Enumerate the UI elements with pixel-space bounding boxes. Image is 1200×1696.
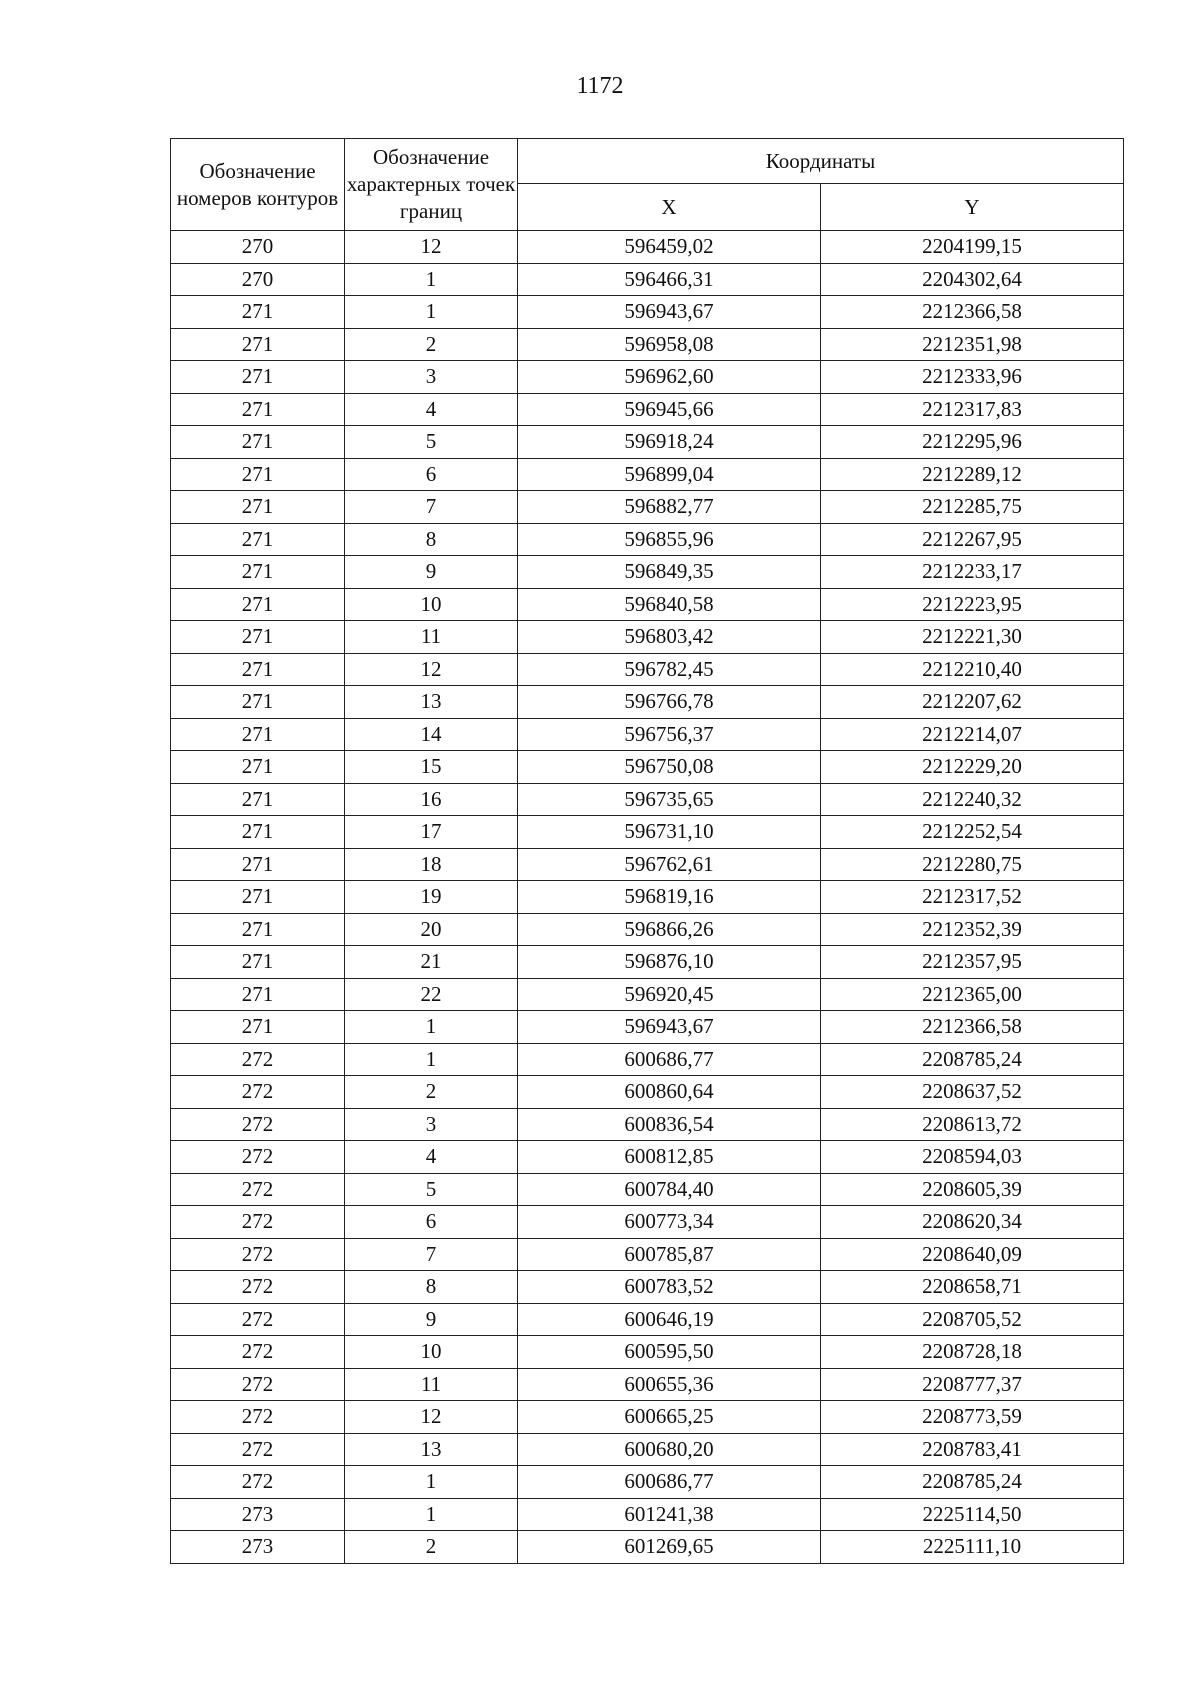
y-coordinate-cell: 2212207,62 — [821, 686, 1124, 719]
table-row — [171, 231, 1124, 264]
x-coordinate-cell: 596962,60 — [518, 361, 821, 394]
contour-number-cell: 271 — [171, 881, 345, 914]
table-row — [171, 1368, 1124, 1401]
y-coordinate-cell: 2212365,00 — [821, 978, 1124, 1011]
table-row — [171, 523, 1124, 556]
contour-number-cell: 271 — [171, 458, 345, 491]
point-number-cell: 4 — [345, 393, 518, 426]
point-number-cell: 21 — [345, 946, 518, 979]
header-coordinates: Координаты — [518, 139, 1124, 184]
x-coordinate-cell: 600836,54 — [518, 1108, 821, 1141]
x-coordinate-cell: 596920,45 — [518, 978, 821, 1011]
contour-number-cell: 272 — [171, 1043, 345, 1076]
x-coordinate-cell: 596750,08 — [518, 751, 821, 784]
contour-number-cell: 272 — [171, 1238, 345, 1271]
table-row — [171, 686, 1124, 719]
y-coordinate-cell: 2212317,52 — [821, 881, 1124, 914]
table-row — [171, 328, 1124, 361]
point-number-cell: 5 — [345, 1173, 518, 1206]
x-coordinate-cell: 596819,16 — [518, 881, 821, 914]
y-coordinate-cell: 2212229,20 — [821, 751, 1124, 784]
contour-number-cell: 270 — [171, 263, 345, 296]
table-row — [171, 881, 1124, 914]
y-coordinate-cell: 2212366,58 — [821, 296, 1124, 329]
x-coordinate-cell: 601241,38 — [518, 1498, 821, 1531]
x-coordinate-cell: 600686,77 — [518, 1043, 821, 1076]
header-boundary-points: Обозначение характерных точек границ — [345, 139, 518, 231]
contour-number-cell: 272 — [171, 1303, 345, 1336]
x-coordinate-cell: 596735,65 — [518, 783, 821, 816]
table-row — [171, 718, 1124, 751]
table-row — [171, 1336, 1124, 1369]
header-y: Y — [821, 184, 1124, 231]
contour-number-cell: 272 — [171, 1271, 345, 1304]
table-row — [171, 491, 1124, 524]
point-number-cell: 22 — [345, 978, 518, 1011]
y-coordinate-cell: 2208728,18 — [821, 1336, 1124, 1369]
contour-number-cell: 272 — [171, 1433, 345, 1466]
x-coordinate-cell: 600665,25 — [518, 1401, 821, 1434]
point-number-cell: 1 — [345, 296, 518, 329]
point-number-cell: 7 — [345, 491, 518, 524]
table-row — [171, 393, 1124, 426]
y-coordinate-cell: 2212214,07 — [821, 718, 1124, 751]
point-number-cell: 8 — [345, 1271, 518, 1304]
point-number-cell: 15 — [345, 751, 518, 784]
point-number-cell: 1 — [345, 1466, 518, 1499]
contour-number-cell: 271 — [171, 783, 345, 816]
point-number-cell: 19 — [345, 881, 518, 914]
x-coordinate-cell: 596945,66 — [518, 393, 821, 426]
point-number-cell: 1 — [345, 263, 518, 296]
contour-number-cell: 272 — [171, 1368, 345, 1401]
contour-number-cell: 271 — [171, 556, 345, 589]
point-number-cell: 6 — [345, 458, 518, 491]
contour-number-cell: 271 — [171, 588, 345, 621]
point-number-cell: 9 — [345, 1303, 518, 1336]
y-coordinate-cell: 2208594,03 — [821, 1141, 1124, 1174]
y-coordinate-cell: 2212366,58 — [821, 1011, 1124, 1044]
table-row — [171, 751, 1124, 784]
contour-number-cell: 272 — [171, 1336, 345, 1369]
table-header — [171, 139, 1124, 231]
point-number-cell: 12 — [345, 231, 518, 264]
x-coordinate-cell: 600783,52 — [518, 1271, 821, 1304]
point-number-cell: 2 — [345, 1531, 518, 1564]
point-number-cell: 1 — [345, 1043, 518, 1076]
contour-number-cell: 271 — [171, 426, 345, 459]
table-row — [171, 913, 1124, 946]
table-row — [171, 621, 1124, 654]
x-coordinate-cell: 596958,08 — [518, 328, 821, 361]
table-row — [171, 263, 1124, 296]
contour-number-cell: 272 — [171, 1206, 345, 1239]
point-number-cell: 1 — [345, 1498, 518, 1531]
point-number-cell: 13 — [345, 1433, 518, 1466]
y-coordinate-cell: 2212252,54 — [821, 816, 1124, 849]
point-number-cell: 17 — [345, 816, 518, 849]
y-coordinate-cell: 2225111,10 — [821, 1531, 1124, 1564]
y-coordinate-cell: 2208705,52 — [821, 1303, 1124, 1336]
y-coordinate-cell: 2212210,40 — [821, 653, 1124, 686]
y-coordinate-cell: 2225114,50 — [821, 1498, 1124, 1531]
contour-number-cell: 272 — [171, 1076, 345, 1109]
contour-number-cell: 271 — [171, 946, 345, 979]
y-coordinate-cell: 2208773,59 — [821, 1401, 1124, 1434]
point-number-cell: 2 — [345, 328, 518, 361]
table-row — [171, 946, 1124, 979]
point-number-cell: 10 — [345, 588, 518, 621]
y-coordinate-cell: 2208605,39 — [821, 1173, 1124, 1206]
x-coordinate-cell: 596943,67 — [518, 1011, 821, 1044]
header-contour-numbers: Обозначение номеров контуров — [171, 139, 345, 231]
x-coordinate-cell: 600785,87 — [518, 1238, 821, 1271]
x-coordinate-cell: 596731,10 — [518, 816, 821, 849]
y-coordinate-cell: 2212267,95 — [821, 523, 1124, 556]
x-coordinate-cell: 600812,85 — [518, 1141, 821, 1174]
table-row — [171, 1011, 1124, 1044]
y-coordinate-cell: 2208620,34 — [821, 1206, 1124, 1239]
y-coordinate-cell: 2208613,72 — [821, 1108, 1124, 1141]
x-coordinate-cell: 596762,61 — [518, 848, 821, 881]
x-coordinate-cell: 600773,34 — [518, 1206, 821, 1239]
table-row — [171, 1531, 1124, 1564]
y-coordinate-cell: 2204302,64 — [821, 263, 1124, 296]
point-number-cell: 16 — [345, 783, 518, 816]
contour-number-cell: 270 — [171, 231, 345, 264]
y-coordinate-cell: 2212280,75 — [821, 848, 1124, 881]
table-row — [171, 361, 1124, 394]
y-coordinate-cell: 2212223,95 — [821, 588, 1124, 621]
table-row — [171, 556, 1124, 589]
x-coordinate-cell: 596876,10 — [518, 946, 821, 979]
point-number-cell: 6 — [345, 1206, 518, 1239]
y-coordinate-cell: 2208783,41 — [821, 1433, 1124, 1466]
x-coordinate-cell: 596855,96 — [518, 523, 821, 556]
y-coordinate-cell: 2212333,96 — [821, 361, 1124, 394]
table-row — [171, 296, 1124, 329]
table-row — [171, 848, 1124, 881]
contour-number-cell: 272 — [171, 1173, 345, 1206]
table-row — [171, 458, 1124, 491]
y-coordinate-cell: 2212352,39 — [821, 913, 1124, 946]
point-number-cell: 18 — [345, 848, 518, 881]
y-coordinate-cell: 2212221,30 — [821, 621, 1124, 654]
table-row — [171, 1401, 1124, 1434]
x-coordinate-cell: 596899,04 — [518, 458, 821, 491]
contour-number-cell: 271 — [171, 328, 345, 361]
contour-number-cell: 271 — [171, 718, 345, 751]
x-coordinate-cell: 596918,24 — [518, 426, 821, 459]
x-coordinate-cell: 596459,02 — [518, 231, 821, 264]
point-number-cell: 11 — [345, 621, 518, 654]
x-coordinate-cell: 600680,20 — [518, 1433, 821, 1466]
point-number-cell: 11 — [345, 1368, 518, 1401]
table-row — [171, 1141, 1124, 1174]
contour-number-cell: 272 — [171, 1141, 345, 1174]
x-coordinate-cell: 600784,40 — [518, 1173, 821, 1206]
table-row — [171, 1466, 1124, 1499]
table-row — [171, 426, 1124, 459]
point-number-cell: 10 — [345, 1336, 518, 1369]
coordinates-table — [170, 138, 1124, 1564]
table-row — [171, 816, 1124, 849]
x-coordinate-cell: 596882,77 — [518, 491, 821, 524]
contour-number-cell: 271 — [171, 491, 345, 524]
table-row — [171, 1043, 1124, 1076]
y-coordinate-cell: 2212317,83 — [821, 393, 1124, 426]
point-number-cell: 7 — [345, 1238, 518, 1271]
x-coordinate-cell: 596782,45 — [518, 653, 821, 686]
page-number: 1172 — [576, 73, 624, 99]
x-coordinate-cell: 596803,42 — [518, 621, 821, 654]
x-coordinate-cell: 596466,31 — [518, 263, 821, 296]
point-number-cell: 13 — [345, 686, 518, 719]
contour-number-cell: 272 — [171, 1401, 345, 1434]
y-coordinate-cell: 2208640,09 — [821, 1238, 1124, 1271]
header-x: X — [518, 184, 821, 231]
y-coordinate-cell: 2212285,75 — [821, 491, 1124, 524]
point-number-cell: 9 — [345, 556, 518, 589]
x-coordinate-cell: 596840,58 — [518, 588, 821, 621]
x-coordinate-cell: 600646,19 — [518, 1303, 821, 1336]
contour-number-cell: 271 — [171, 523, 345, 556]
y-coordinate-cell: 2212295,96 — [821, 426, 1124, 459]
y-coordinate-cell: 2208637,52 — [821, 1076, 1124, 1109]
y-coordinate-cell: 2212240,32 — [821, 783, 1124, 816]
table-row — [171, 1206, 1124, 1239]
point-number-cell: 2 — [345, 1076, 518, 1109]
y-coordinate-cell: 2208658,71 — [821, 1271, 1124, 1304]
point-number-cell: 5 — [345, 426, 518, 459]
table-row — [171, 1108, 1124, 1141]
point-number-cell: 3 — [345, 361, 518, 394]
point-number-cell: 8 — [345, 523, 518, 556]
table-row — [171, 1173, 1124, 1206]
y-coordinate-cell: 2212351,98 — [821, 328, 1124, 361]
contour-number-cell: 271 — [171, 296, 345, 329]
point-number-cell: 1 — [345, 1011, 518, 1044]
x-coordinate-cell: 596866,26 — [518, 913, 821, 946]
x-coordinate-cell: 600655,36 — [518, 1368, 821, 1401]
table-row — [171, 1303, 1124, 1336]
contour-number-cell: 271 — [171, 913, 345, 946]
x-coordinate-cell: 596849,35 — [518, 556, 821, 589]
table-row — [171, 1238, 1124, 1271]
contour-number-cell: 271 — [171, 816, 345, 849]
x-coordinate-cell: 596766,78 — [518, 686, 821, 719]
y-coordinate-cell: 2208785,24 — [821, 1466, 1124, 1499]
table-row — [171, 1271, 1124, 1304]
x-coordinate-cell: 600595,50 — [518, 1336, 821, 1369]
contour-number-cell: 271 — [171, 361, 345, 394]
y-coordinate-cell: 2208777,37 — [821, 1368, 1124, 1401]
y-coordinate-cell: 2212357,95 — [821, 946, 1124, 979]
point-number-cell: 4 — [345, 1141, 518, 1174]
contour-number-cell: 271 — [171, 1011, 345, 1044]
table-row — [171, 978, 1124, 1011]
table-row — [171, 588, 1124, 621]
x-coordinate-cell: 596756,37 — [518, 718, 821, 751]
point-number-cell: 20 — [345, 913, 518, 946]
contour-number-cell: 271 — [171, 393, 345, 426]
y-coordinate-cell: 2212289,12 — [821, 458, 1124, 491]
contour-number-cell: 271 — [171, 751, 345, 784]
contour-number-cell: 271 — [171, 621, 345, 654]
contour-number-cell: 273 — [171, 1531, 345, 1564]
y-coordinate-cell: 2208785,24 — [821, 1043, 1124, 1076]
x-coordinate-cell: 600686,77 — [518, 1466, 821, 1499]
point-number-cell: 3 — [345, 1108, 518, 1141]
point-number-cell: 14 — [345, 718, 518, 751]
contour-number-cell: 271 — [171, 653, 345, 686]
table-row — [171, 783, 1124, 816]
contour-number-cell: 273 — [171, 1498, 345, 1531]
table-row — [171, 653, 1124, 686]
contour-number-cell: 271 — [171, 978, 345, 1011]
contour-number-cell: 272 — [171, 1108, 345, 1141]
point-number-cell: 12 — [345, 653, 518, 686]
y-coordinate-cell: 2212233,17 — [821, 556, 1124, 589]
contour-number-cell: 271 — [171, 848, 345, 881]
contour-number-cell: 271 — [171, 686, 345, 719]
contour-number-cell: 272 — [171, 1466, 345, 1499]
x-coordinate-cell: 596943,67 — [518, 296, 821, 329]
table-row — [171, 1433, 1124, 1466]
table-body — [171, 231, 1124, 1564]
x-coordinate-cell: 601269,65 — [518, 1531, 821, 1564]
x-coordinate-cell: 600860,64 — [518, 1076, 821, 1109]
table-row — [171, 1076, 1124, 1109]
table-row — [171, 1498, 1124, 1531]
point-number-cell: 12 — [345, 1401, 518, 1434]
y-coordinate-cell: 2204199,15 — [821, 231, 1124, 264]
